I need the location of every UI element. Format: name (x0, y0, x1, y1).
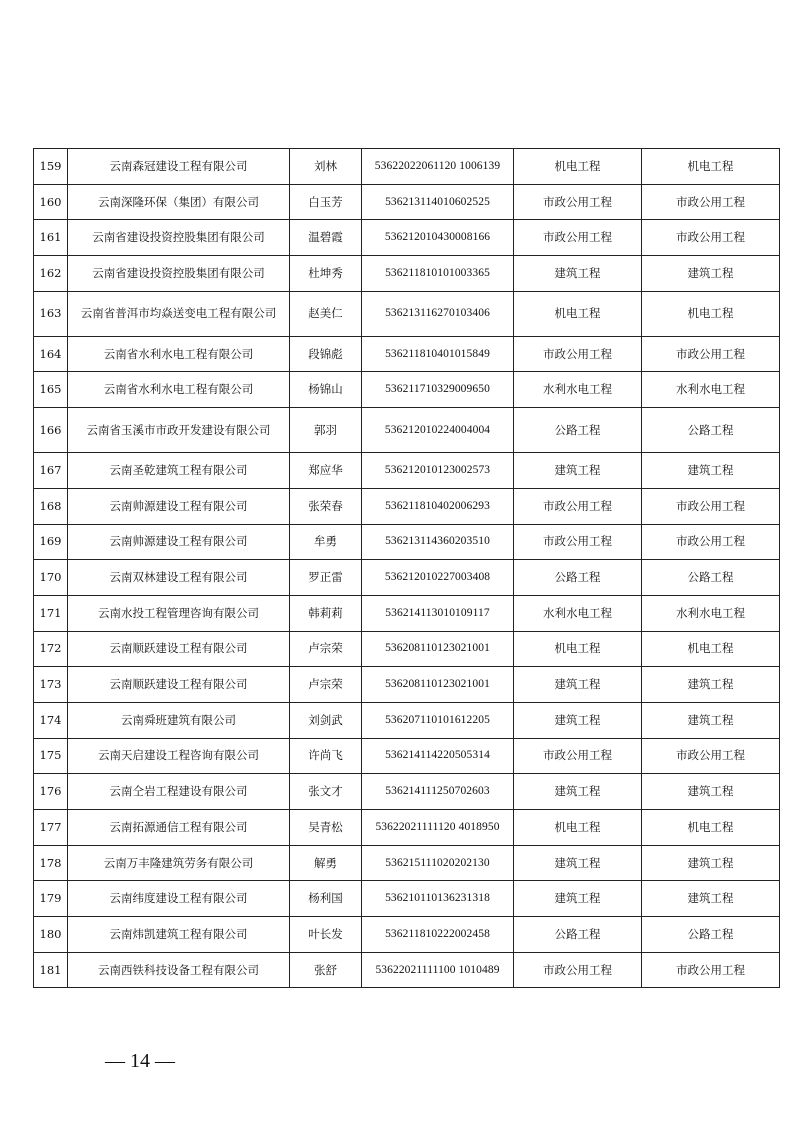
registry-table-body (34, 149, 780, 988)
scope-cell: 机电工程 (642, 631, 780, 667)
major-cell: 市政公用工程 (514, 952, 642, 988)
major-cell: 市政公用工程 (514, 184, 642, 220)
company-name-cell: 云南省水利水电工程有限公司 (68, 336, 290, 372)
row-number-cell: 164 (34, 336, 68, 372)
table-row (34, 291, 780, 336)
row-number-cell: 168 (34, 488, 68, 524)
row-number-cell: 159 (34, 149, 68, 185)
row-number-cell: 178 (34, 845, 68, 881)
table-row (34, 256, 780, 292)
scope-cell: 市政公用工程 (642, 184, 780, 220)
scope-cell: 机电工程 (642, 149, 780, 185)
major-cell: 建筑工程 (514, 881, 642, 917)
row-number-cell: 177 (34, 810, 68, 846)
row-number-cell: 170 (34, 560, 68, 596)
company-name-cell: 云南西铁科技设备工程有限公司 (68, 952, 290, 988)
scope-cell: 建筑工程 (642, 845, 780, 881)
table-row (34, 560, 780, 596)
row-number-cell: 172 (34, 631, 68, 667)
company-name-cell: 云南顺跃建设工程有限公司 (68, 667, 290, 703)
major-cell: 机电工程 (514, 631, 642, 667)
certificate-number-cell: 53622021111100 1010489 (362, 952, 514, 988)
registry-table (33, 148, 780, 988)
certificate-number-cell: 536208110123021001 (362, 667, 514, 703)
scope-cell: 公路工程 (642, 560, 780, 596)
company-name-cell: 云南省玉溪市市政开发建设有限公司 (68, 408, 290, 453)
row-number-cell: 167 (34, 453, 68, 489)
row-number-cell: 176 (34, 774, 68, 810)
major-cell: 机电工程 (514, 291, 642, 336)
certificate-number-cell: 536210110136231318 (362, 881, 514, 917)
company-name-cell: 云南天启建设工程咨询有限公司 (68, 738, 290, 774)
person-name-cell: 郑应华 (290, 453, 362, 489)
table-row (34, 952, 780, 988)
major-cell: 建筑工程 (514, 453, 642, 489)
person-name-cell: 卢宗荣 (290, 631, 362, 667)
scope-cell: 建筑工程 (642, 774, 780, 810)
row-number-cell: 171 (34, 595, 68, 631)
person-name-cell: 罗正雷 (290, 560, 362, 596)
person-name-cell: 杨利国 (290, 881, 362, 917)
table-row (34, 336, 780, 372)
major-cell: 市政公用工程 (514, 738, 642, 774)
person-name-cell: 赵美仁 (290, 291, 362, 336)
row-number-cell: 174 (34, 702, 68, 738)
certificate-number-cell: 536213116270103406 (362, 291, 514, 336)
scope-cell: 建筑工程 (642, 453, 780, 489)
row-number-cell: 169 (34, 524, 68, 560)
scope-cell: 机电工程 (642, 291, 780, 336)
scope-cell: 市政公用工程 (642, 952, 780, 988)
company-name-cell: 云南帅源建设工程有限公司 (68, 524, 290, 560)
scope-cell: 建筑工程 (642, 881, 780, 917)
table-row (34, 184, 780, 220)
scope-cell: 市政公用工程 (642, 524, 780, 560)
major-cell: 建筑工程 (514, 702, 642, 738)
person-name-cell: 张舒 (290, 952, 362, 988)
table-row (34, 220, 780, 256)
person-name-cell: 刘林 (290, 149, 362, 185)
row-number-cell: 165 (34, 372, 68, 408)
scope-cell: 建筑工程 (642, 667, 780, 703)
row-number-cell: 162 (34, 256, 68, 292)
company-name-cell: 云南水投工程管理咨询有限公司 (68, 595, 290, 631)
company-name-cell: 云南炜凯建筑工程有限公司 (68, 917, 290, 953)
person-name-cell: 刘剑武 (290, 702, 362, 738)
company-name-cell: 云南仝岩工程建设有限公司 (68, 774, 290, 810)
certificate-number-cell: 53622022061120 1006139 (362, 149, 514, 185)
major-cell: 公路工程 (514, 917, 642, 953)
certificate-number-cell: 536214113010109117 (362, 595, 514, 631)
certificate-number-cell: 536208110123021001 (362, 631, 514, 667)
company-name-cell: 云南深隆环保（集团）有限公司 (68, 184, 290, 220)
row-number-cell: 175 (34, 738, 68, 774)
certificate-number-cell: 536211810401015849 (362, 336, 514, 372)
major-cell: 市政公用工程 (514, 488, 642, 524)
major-cell: 市政公用工程 (514, 220, 642, 256)
certificate-number-cell: 536211710329009650 (362, 372, 514, 408)
certificate-number-cell: 536211810402006293 (362, 488, 514, 524)
company-name-cell: 云南省建设投资控股集团有限公司 (68, 220, 290, 256)
company-name-cell: 云南舜班建筑有限公司 (68, 702, 290, 738)
certificate-number-cell: 536211810101003365 (362, 256, 514, 292)
person-name-cell: 段锦彪 (290, 336, 362, 372)
major-cell: 机电工程 (514, 810, 642, 846)
table-row (34, 774, 780, 810)
scope-cell: 建筑工程 (642, 702, 780, 738)
certificate-number-cell: 536212010227003408 (362, 560, 514, 596)
major-cell: 建筑工程 (514, 845, 642, 881)
major-cell: 建筑工程 (514, 256, 642, 292)
person-name-cell: 吴青松 (290, 810, 362, 846)
certificate-number-cell: 536212010430008166 (362, 220, 514, 256)
table-row (34, 917, 780, 953)
certificate-number-cell: 536212010224004004 (362, 408, 514, 453)
major-cell: 公路工程 (514, 408, 642, 453)
person-name-cell: 韩莉莉 (290, 595, 362, 631)
page-number: — 14 — (105, 1050, 175, 1072)
company-name-cell: 云南顺跃建设工程有限公司 (68, 631, 290, 667)
row-number-cell: 181 (34, 952, 68, 988)
row-number-cell: 160 (34, 184, 68, 220)
table-row (34, 595, 780, 631)
person-name-cell: 许尚飞 (290, 738, 362, 774)
certificate-number-cell: 536215111020202130 (362, 845, 514, 881)
table-row (34, 810, 780, 846)
table-row (34, 488, 780, 524)
row-number-cell: 180 (34, 917, 68, 953)
table-row (34, 631, 780, 667)
person-name-cell: 杜坤秀 (290, 256, 362, 292)
person-name-cell: 张荣春 (290, 488, 362, 524)
company-name-cell: 云南森冠建设工程有限公司 (68, 149, 290, 185)
table-row (34, 408, 780, 453)
person-name-cell: 卢宗荣 (290, 667, 362, 703)
company-name-cell: 云南圣乾建筑工程有限公司 (68, 453, 290, 489)
major-cell: 建筑工程 (514, 774, 642, 810)
company-name-cell: 云南万丰隆建筑劳务有限公司 (68, 845, 290, 881)
scope-cell: 机电工程 (642, 810, 780, 846)
scope-cell: 市政公用工程 (642, 488, 780, 524)
major-cell: 公路工程 (514, 560, 642, 596)
table-row (34, 149, 780, 185)
table-row (34, 881, 780, 917)
scope-cell: 市政公用工程 (642, 220, 780, 256)
certificate-number-cell: 536211810222002458 (362, 917, 514, 953)
person-name-cell: 白玉芳 (290, 184, 362, 220)
company-name-cell: 云南省普洱市均焱送变电工程有限公司 (68, 291, 290, 336)
scope-cell: 公路工程 (642, 408, 780, 453)
company-name-cell: 云南省建设投资控股集团有限公司 (68, 256, 290, 292)
table-row (34, 738, 780, 774)
certificate-number-cell: 536207110101612205 (362, 702, 514, 738)
person-name-cell: 温碧霞 (290, 220, 362, 256)
major-cell: 水利水电工程 (514, 372, 642, 408)
certificate-number-cell: 536214111250702603 (362, 774, 514, 810)
person-name-cell: 牟勇 (290, 524, 362, 560)
certificate-number-cell: 53622021111120 4018950 (362, 810, 514, 846)
person-name-cell: 叶长发 (290, 917, 362, 953)
company-name-cell: 云南省水利水电工程有限公司 (68, 372, 290, 408)
certificate-number-cell: 536214114220505314 (362, 738, 514, 774)
table-row (34, 845, 780, 881)
company-name-cell: 云南拓源通信工程有限公司 (68, 810, 290, 846)
scope-cell: 市政公用工程 (642, 738, 780, 774)
major-cell: 市政公用工程 (514, 336, 642, 372)
certificate-number-cell: 536213114360203510 (362, 524, 514, 560)
row-number-cell: 161 (34, 220, 68, 256)
company-name-cell: 云南帅源建设工程有限公司 (68, 488, 290, 524)
company-name-cell: 云南纬度建设工程有限公司 (68, 881, 290, 917)
scope-cell: 市政公用工程 (642, 336, 780, 372)
scope-cell: 公路工程 (642, 917, 780, 953)
person-name-cell: 郭羽 (290, 408, 362, 453)
major-cell: 建筑工程 (514, 667, 642, 703)
table-row (34, 702, 780, 738)
table-row (34, 667, 780, 703)
major-cell: 水利水电工程 (514, 595, 642, 631)
scope-cell: 建筑工程 (642, 256, 780, 292)
certificate-number-cell: 536212010123002573 (362, 453, 514, 489)
row-number-cell: 166 (34, 408, 68, 453)
table-row (34, 524, 780, 560)
row-number-cell: 179 (34, 881, 68, 917)
person-name-cell: 解勇 (290, 845, 362, 881)
scope-cell: 水利水电工程 (642, 595, 780, 631)
row-number-cell: 173 (34, 667, 68, 703)
major-cell: 市政公用工程 (514, 524, 642, 560)
row-number-cell: 163 (34, 291, 68, 336)
table-row (34, 372, 780, 408)
certificate-number-cell: 536213114010602525 (362, 184, 514, 220)
person-name-cell: 张文才 (290, 774, 362, 810)
company-name-cell: 云南双林建设工程有限公司 (68, 560, 290, 596)
major-cell: 机电工程 (514, 149, 642, 185)
table-row (34, 453, 780, 489)
scope-cell: 水利水电工程 (642, 372, 780, 408)
person-name-cell: 杨锦山 (290, 372, 362, 408)
